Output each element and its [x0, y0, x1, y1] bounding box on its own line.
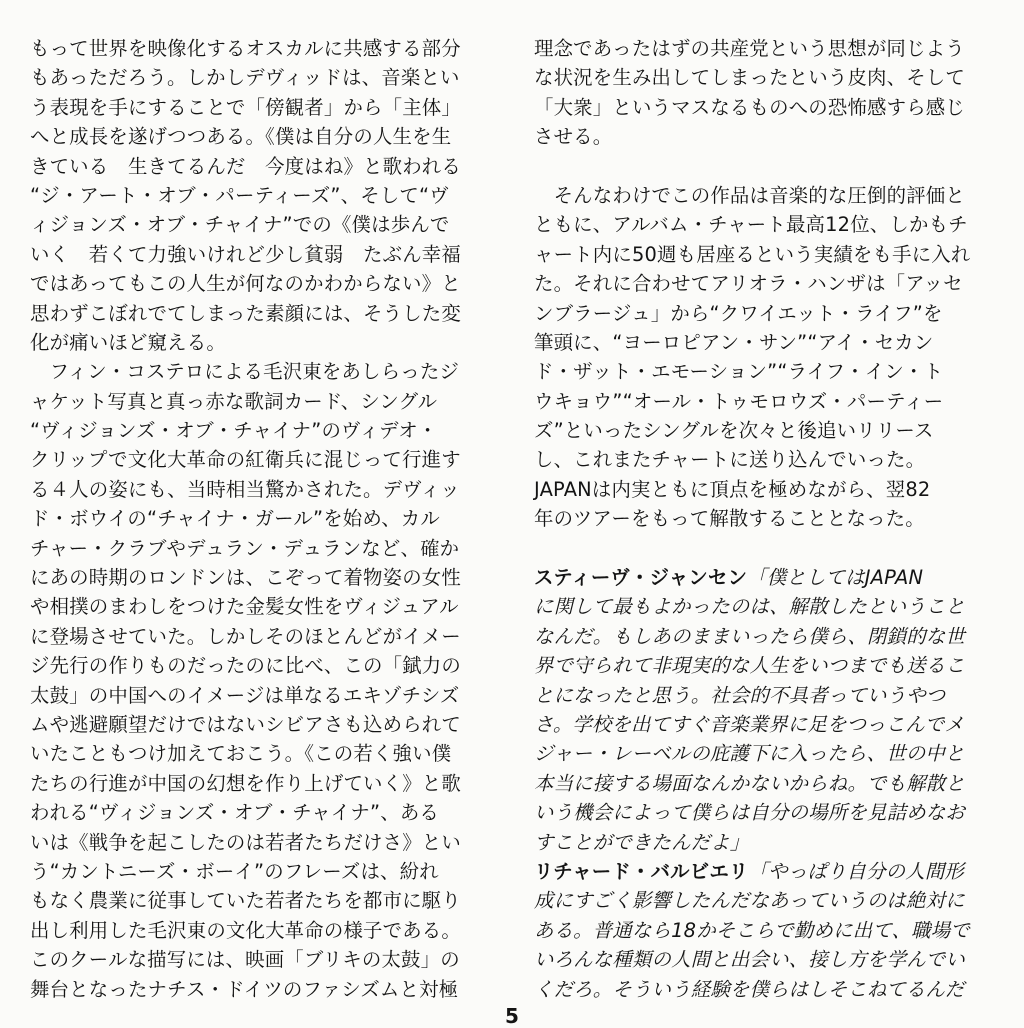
quote-opening: 「僕としてはJAPAN — [747, 566, 924, 590]
text-line: ズ”といったシングルを次々と後追いリリース — [534, 419, 934, 443]
text-line: 理念であったはずの共産党という思想が同じよう — [534, 37, 965, 60]
text-line: ある。普通なら18かそこらで勤めに出て、職場で — [534, 918, 970, 942]
text-line: ャート内に50週も居座るという実績をも手に入れ — [534, 242, 971, 266]
text-line: させる。 — [534, 125, 613, 149]
text-line: 界で守られて非現実的な人生をいつまでも送るこ — [534, 654, 965, 678]
text-line: う“カントニーズ・ボーイ”のフレーズは、紛れ — [30, 859, 439, 883]
text-line: 出し利用した毛沢東の文化大革命の様子である。 — [30, 918, 461, 942]
text-line: 思わずこぼれでてしまった素顔には、そうした変 — [30, 301, 461, 325]
text-line: ジ先行の作りものだったのに比べ、この「錻力の — [30, 654, 461, 678]
text-line: や相撲のまわしをつけた金髪女性をヴィジュアル — [30, 595, 459, 619]
text-line: 年のツアーをもって解散することとなった。 — [534, 507, 925, 531]
text-line: いう機会によって僕らは自分の場所を見詰めなお — [534, 801, 965, 825]
quote-opening: 「やっぱり自分の人間形 — [748, 859, 965, 883]
text-line: くだろ。そういう経験を僕らはしそこねてるんだ — [534, 977, 965, 1001]
text-line: 化が痛いほど窺える。 — [30, 330, 226, 354]
text-line: このクールな描写には、映画「ブリキの太鼓」の — [30, 948, 460, 972]
text-line: すことができたんだよ」 — [534, 830, 750, 854]
right-text-column — [534, 34, 994, 1004]
text-line: へと成長を遂げつつある。《僕は自分の人生を生 — [30, 125, 452, 149]
speaker-name: スティーヴ・ジャンセン — [534, 566, 748, 590]
text-line: 筆頭に、“ヨーロピアン・サン”“アイ・セカン — [534, 330, 934, 354]
text-line: クリップで文化大革命の紅衛兵に混じって行進す — [30, 448, 461, 472]
text-line: た。それに合わせてアリオラ・ハンザは「アッセ — [534, 272, 963, 296]
text-line: ド・ボウイの“チャイナ・ガール”を始め、カル — [30, 507, 440, 531]
text-line: そんなわけでこの作品は音楽的な圧倒的評価と — [534, 183, 965, 207]
text-line: ムや逃避願望だけではないシビアさも込められて — [30, 712, 461, 736]
text-line: な状況を生み出してしまったという皮肉、そして — [534, 66, 965, 90]
text-line: “ジ・アート・オブ・パーティーズ”、そして“ヴ — [30, 183, 449, 207]
text-line: フィン・コステロによる毛沢東をあしらったジ — [30, 360, 460, 384]
text-line: いく 若くて力強いけれど少し貧弱 たぶん幸福 — [30, 242, 461, 266]
text-line: チャー・クラブやデュラン・デュランなど、確か — [30, 536, 460, 560]
speaker-name: リチャード・バルビエリ — [534, 859, 749, 883]
text-line: もあっただろう。しかしデヴィッドは、音楽とい — [30, 66, 460, 90]
text-line: ウキョウ”“オール・トゥモロウズ・パーティー — [534, 389, 944, 413]
right-intro-paragraph — [534, 34, 994, 152]
text-line: いは《戦争を起こしたのは若者たちだけさ》とい — [30, 830, 461, 854]
paragraph-gap — [534, 534, 994, 563]
quote-body — [534, 886, 994, 1004]
text-line: ジャー・レーベルの庇護下に入ったら、世の中と — [534, 742, 965, 766]
text-line: もなく農業に従事していた若者たちを都市に駆り — [30, 889, 461, 913]
text-line: う表現を手にすることで「傍観者」から「主体」 — [30, 95, 461, 119]
text-line: ではあってもこの人生が何なのかわからない》と — [30, 272, 461, 296]
text-line: にあの時期のロンドンは、こぞって着物姿の女性 — [30, 566, 461, 590]
text-line: とになったと思う。社会的不具者っていうやつ — [534, 683, 946, 707]
text-line: 太鼓」の中国へのイメージは単なるエキゾチシズ — [30, 683, 460, 707]
text-line: る４人の姿にも、当時相当驚かされた。デヴィッ — [30, 477, 460, 501]
text-line: いたこともつけ加えておこう。《この若く強い僕 — [30, 742, 452, 766]
text-line: きている 生きてるんだ 今度はね》と歌われる — [30, 154, 461, 178]
text-line: 成にすごく影響したんだなあっていうのは絶対に — [534, 889, 965, 913]
text-line: に登場させていた。しかしそのほとんどがイメー — [30, 624, 461, 648]
text-line: 本当に接する場面なんかないからね。でも解散と — [534, 771, 965, 795]
text-line: ド・ザット・エモーション”“ライフ・イン・ト — [534, 360, 944, 384]
text-line: し、これまたチャートに送り込んでいった。 — [534, 448, 926, 472]
text-line: なんだ。もしあのままいったら僕ら、閉鎖的な世 — [534, 624, 965, 648]
text-line: 舞台となったナチス・ドイツのファシズムと対極 — [30, 977, 459, 1001]
text-line: “ヴィジョンズ・オブ・チャイナ”のヴィデオ・ — [30, 419, 438, 443]
text-line: もって世界を映像化するオスカルに共感する部分 — [30, 37, 461, 60]
paragraph-gap — [534, 152, 994, 181]
left-text-column — [30, 34, 500, 1004]
text-line: いろんな種類の人間と出会い、接し方を学んでい — [534, 948, 965, 972]
quote-richard-barbieri — [534, 857, 994, 1004]
page-number: 5 — [505, 1004, 519, 1028]
text-line: ィジョンズ・オブ・チャイナ”での《僕は歩んで — [30, 213, 450, 237]
text-line: ャケット写真と真っ赤な歌詞カード、シングル — [30, 389, 438, 413]
text-line: ンブラージュ」から“クワイエット・ライフ”を — [534, 301, 943, 325]
quote-first-line — [534, 563, 994, 592]
text-line: ともに、アルバム・チャート最高12位、しかもチ — [534, 213, 968, 237]
text-line: われる“ヴィジョンズ・オブ・チャイナ”、ある — [30, 801, 440, 825]
quote-first-line — [534, 857, 994, 886]
text-line: 「大衆」というマスなるものへの恐怖感すら感じ — [534, 95, 965, 119]
quote-steve-jansen — [534, 563, 994, 857]
text-line: に関して最もよかったのは、解散したということ — [534, 595, 965, 619]
quote-body — [534, 592, 994, 857]
text-line: さ。学校を出てすぐ音楽業界に足をつっこんでメ — [534, 712, 965, 736]
text-line: JAPANは内実ともに頂点を極めながら、翌82 — [534, 477, 931, 501]
text-line: たちの行進が中国の幻想を作り上げていく》と歌 — [30, 771, 461, 795]
right-main-paragraph — [534, 181, 994, 534]
